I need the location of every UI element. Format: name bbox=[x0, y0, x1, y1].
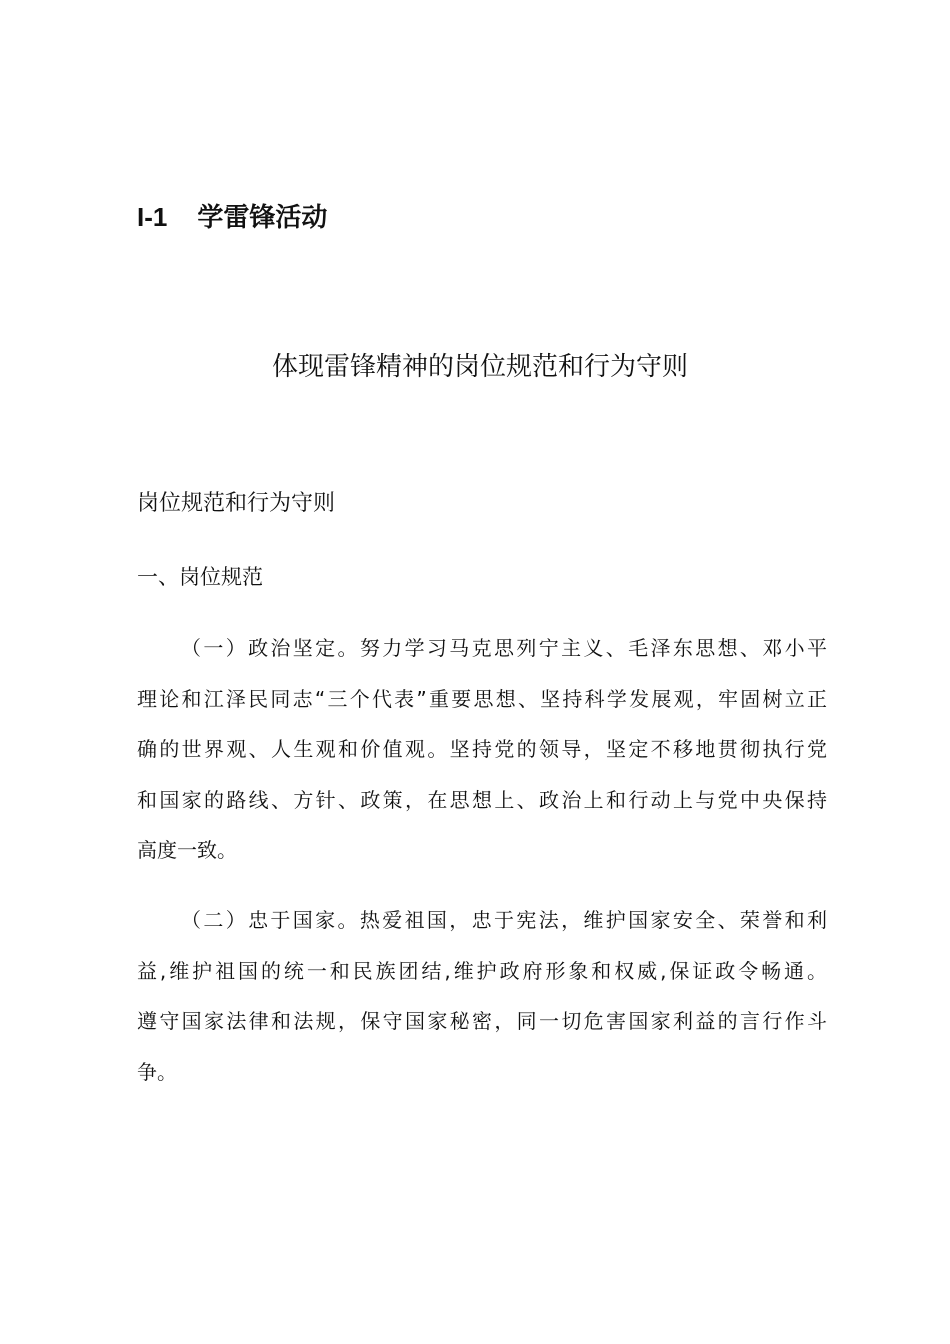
paragraph-line: 理论和江泽民同志“三个代表”重要思想、坚持科学发展观，牢固树立正 bbox=[137, 686, 827, 711]
section-heading bbox=[137, 199, 327, 236]
paragraph-line: （一）政治坚定。努力学习马克思列宁主义、毛泽东思想、邓小平 bbox=[181, 636, 827, 660]
paragraph-line: 争。 bbox=[137, 1059, 177, 1084]
paragraph-line: 益,维护祖国的统一和民族团结,维护政府形象和权威,保证政令畅通。 bbox=[137, 958, 827, 983]
paragraph-line: 高度一致。 bbox=[137, 838, 237, 862]
paragraph-line: （二）忠于国家。热爱祖国，忠于宪法，维护国家安全、荣誉和利 bbox=[181, 908, 827, 932]
part-heading: 一、岗位规范 bbox=[137, 565, 263, 589]
paragraph-political bbox=[137, 623, 827, 876]
paragraph-line: 和国家的路线、方针、政策，在思想上、政治上和行动上与党中央保持 bbox=[137, 787, 827, 812]
section-title: 学雷锋活动 bbox=[197, 203, 328, 233]
paragraph-line: 确的世界观、人生观和价值观。坚持党的领导，坚定不移地贯彻执行党 bbox=[137, 737, 827, 761]
paragraph-loyalty bbox=[137, 895, 827, 1097]
document-subtitle: 岗位规范和行为守则 bbox=[137, 491, 336, 516]
document-title: 体现雷锋精神的岗位规范和行为守则 bbox=[271, 352, 688, 382]
paragraph-line: 遵守国家法律和法规，保守国家秘密，同一切危害国家利益的言行作斗 bbox=[137, 1009, 827, 1033]
section-number: I-1 bbox=[137, 202, 168, 232]
